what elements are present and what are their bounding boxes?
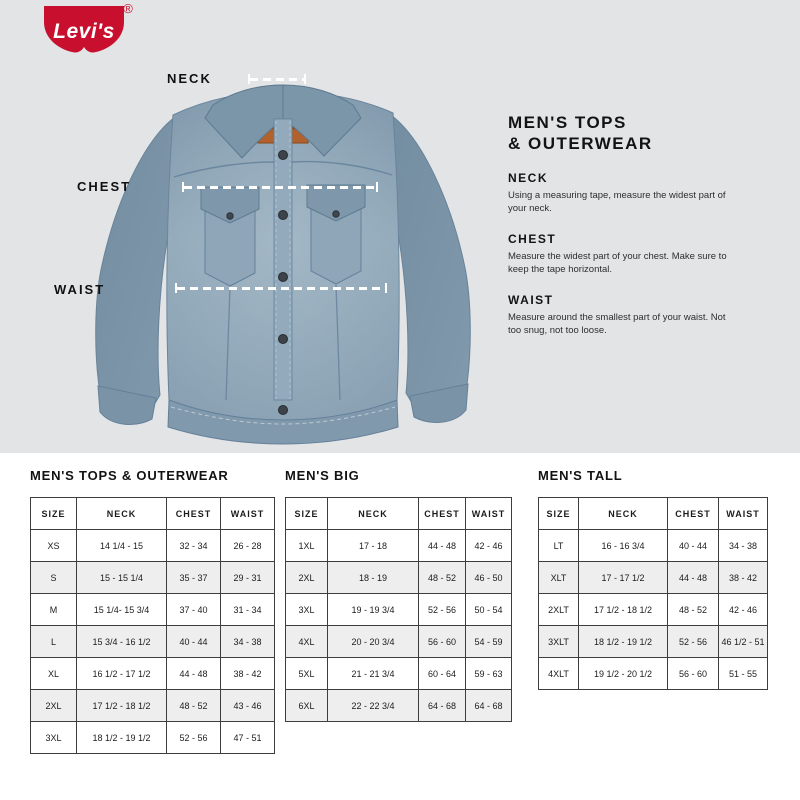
chest-instruction bbox=[508, 232, 766, 276]
waist-instruction-heading: WAIST bbox=[508, 293, 554, 307]
size-tables-section bbox=[0, 453, 800, 800]
table-cell: 17 - 18 bbox=[328, 530, 419, 562]
table-cell: 17 - 17 1/2 bbox=[579, 562, 668, 594]
neck-callout-label: NECK bbox=[167, 71, 212, 86]
table-cell: 17 1/2 - 18 1/2 bbox=[77, 690, 167, 722]
table-row bbox=[539, 626, 768, 658]
table-cell: 40 - 44 bbox=[668, 530, 719, 562]
mens-big-size-table bbox=[285, 468, 511, 722]
table-cell: 59 - 63 bbox=[466, 658, 512, 690]
table-cell: 37 - 40 bbox=[167, 594, 221, 626]
table-cell: 64 - 68 bbox=[466, 690, 512, 722]
neck-instruction bbox=[508, 171, 766, 215]
table-cell: XS bbox=[31, 530, 77, 562]
info-title-line1: MEN'S TOPS bbox=[508, 113, 627, 132]
table-cell: 40 - 44 bbox=[167, 626, 221, 658]
table-cell: 15 3/4 - 16 1/2 bbox=[77, 626, 167, 658]
mens-tall-table-title: MEN'S TALL bbox=[538, 468, 623, 483]
table-cell: 60 - 64 bbox=[419, 658, 466, 690]
table-cell: 15 1/4- 15 3/4 bbox=[77, 594, 167, 626]
table-header-row bbox=[31, 498, 275, 530]
chest-instruction-heading: CHEST bbox=[508, 232, 557, 246]
table-cell: 46 1/2 - 51 bbox=[719, 626, 768, 658]
table-row bbox=[31, 722, 275, 754]
table-cell: 42 - 46 bbox=[719, 594, 768, 626]
column-header: WAIST bbox=[221, 498, 275, 530]
table-cell: 42 - 46 bbox=[466, 530, 512, 562]
table-cell: 44 - 48 bbox=[167, 658, 221, 690]
table-header-row bbox=[286, 498, 512, 530]
column-header: WAIST bbox=[466, 498, 512, 530]
table-cell: 34 - 38 bbox=[221, 626, 275, 658]
table-cell: 43 - 46 bbox=[221, 690, 275, 722]
button-placket bbox=[274, 119, 292, 400]
table-cell: 38 - 42 bbox=[719, 562, 768, 594]
table-row bbox=[31, 658, 275, 690]
table-cell: 15 - 15 1/4 bbox=[77, 562, 167, 594]
table-cell: 26 - 28 bbox=[221, 530, 275, 562]
table-cell: 21 - 21 3/4 bbox=[328, 658, 419, 690]
table-cell: 35 - 37 bbox=[167, 562, 221, 594]
column-header: NECK bbox=[77, 498, 167, 530]
table-row bbox=[539, 658, 768, 690]
table-row bbox=[286, 562, 512, 594]
table-row bbox=[286, 530, 512, 562]
table-cell: 31 - 34 bbox=[221, 594, 275, 626]
chest-instruction-body: Measure the widest part of your chest. Make sure to keep the tape horizontal. bbox=[508, 251, 727, 275]
table-cell: 22 - 22 3/4 bbox=[328, 690, 419, 722]
table-cell: 48 - 52 bbox=[167, 690, 221, 722]
table-cell: 18 - 19 bbox=[328, 562, 419, 594]
table-cell: 2XL bbox=[286, 562, 328, 594]
table-cell: 16 1/2 - 17 1/2 bbox=[77, 658, 167, 690]
left-flap-button-icon bbox=[227, 213, 233, 219]
table-row bbox=[539, 594, 768, 626]
jacket-right-sleeve bbox=[387, 115, 470, 412]
waist-measure-line-icon bbox=[175, 283, 387, 293]
table-cell: 19 1/2 - 20 1/2 bbox=[579, 658, 668, 690]
mens-tall-size-table bbox=[538, 468, 767, 690]
table-cell: 47 - 51 bbox=[221, 722, 275, 754]
table-cell: XLT bbox=[539, 562, 579, 594]
table-row bbox=[539, 530, 768, 562]
table-cell: 14 1/4 - 15 bbox=[77, 530, 167, 562]
table-row bbox=[286, 690, 512, 722]
table-row bbox=[31, 690, 275, 722]
table-cell: 3XL bbox=[31, 722, 77, 754]
size-table bbox=[538, 497, 768, 690]
table-cell: 18 1/2 - 19 1/2 bbox=[579, 626, 668, 658]
table-cell: XL bbox=[31, 658, 77, 690]
column-header: CHEST bbox=[668, 498, 719, 530]
table-header-row bbox=[539, 498, 768, 530]
neck-measure-line-icon bbox=[248, 74, 306, 84]
table-cell: 3XL bbox=[286, 594, 328, 626]
registered-mark-icon: ® bbox=[123, 1, 133, 16]
column-header: CHEST bbox=[419, 498, 466, 530]
levis-logo bbox=[42, 0, 134, 60]
table-cell: M bbox=[31, 594, 77, 626]
waist-instruction bbox=[508, 293, 766, 337]
table-row bbox=[286, 658, 512, 690]
mens-big-table-title: MEN'S BIG bbox=[285, 468, 360, 483]
table-cell: 2XL bbox=[31, 690, 77, 722]
measuring-instructions bbox=[508, 112, 766, 337]
table-cell: 4XL bbox=[286, 626, 328, 658]
neck-instruction-body: Using a measuring tape, measure the widest part of your neck. bbox=[508, 190, 726, 214]
chest-measure-line-icon bbox=[182, 182, 378, 192]
info-title-line2: & OUTERWEAR bbox=[508, 134, 653, 153]
table-cell: 44 - 48 bbox=[419, 530, 466, 562]
table-cell: LT bbox=[539, 530, 579, 562]
column-header: NECK bbox=[579, 498, 668, 530]
table-cell: 20 - 20 3/4 bbox=[328, 626, 419, 658]
table-cell: 6XL bbox=[286, 690, 328, 722]
table-row bbox=[31, 562, 275, 594]
table-cell: 3XLT bbox=[539, 626, 579, 658]
column-header: SIZE bbox=[286, 498, 328, 530]
table-cell: 52 - 56 bbox=[167, 722, 221, 754]
table-cell: 5XL bbox=[286, 658, 328, 690]
table-cell: 46 - 50 bbox=[466, 562, 512, 594]
waist-instruction-body: Measure around the smallest part of your waist. Not too snug, not too loose. bbox=[508, 312, 726, 336]
table-cell: 16 - 16 3/4 bbox=[579, 530, 668, 562]
table-cell: 54 - 59 bbox=[466, 626, 512, 658]
waist-callout-label: WAIST bbox=[54, 282, 106, 297]
table-cell: 56 - 60 bbox=[668, 658, 719, 690]
right-flap-button-icon bbox=[333, 211, 339, 217]
logo-wordmark: Levi's bbox=[53, 20, 115, 43]
table-row bbox=[286, 594, 512, 626]
table-cell: 18 1/2 - 19 1/2 bbox=[77, 722, 167, 754]
chest-callout-label: CHEST bbox=[77, 179, 132, 194]
column-header: SIZE bbox=[31, 498, 77, 530]
table-row bbox=[31, 530, 275, 562]
table-cell: 34 - 38 bbox=[719, 530, 768, 562]
neck-instruction-heading: NECK bbox=[508, 171, 549, 185]
table-cell: 38 - 42 bbox=[221, 658, 275, 690]
table-cell: 48 - 52 bbox=[668, 594, 719, 626]
table-cell: 64 - 68 bbox=[419, 690, 466, 722]
table-cell: 50 - 54 bbox=[466, 594, 512, 626]
table-cell: S bbox=[31, 562, 77, 594]
table-row bbox=[31, 594, 275, 626]
table-row bbox=[31, 626, 275, 658]
jacket-left-sleeve bbox=[96, 117, 179, 414]
size-table bbox=[285, 497, 512, 722]
table-row bbox=[539, 562, 768, 594]
column-header: SIZE bbox=[539, 498, 579, 530]
table-cell: 52 - 56 bbox=[668, 626, 719, 658]
size-table bbox=[30, 497, 275, 754]
table-cell: 48 - 52 bbox=[419, 562, 466, 594]
table-cell: 52 - 56 bbox=[419, 594, 466, 626]
table-cell: 56 - 60 bbox=[419, 626, 466, 658]
denim-jacket-image bbox=[55, 55, 515, 450]
table-row bbox=[286, 626, 512, 658]
table-cell: 1XL bbox=[286, 530, 328, 562]
table-cell: 19 - 19 3/4 bbox=[328, 594, 419, 626]
column-header: CHEST bbox=[167, 498, 221, 530]
table-cell: 2XLT bbox=[539, 594, 579, 626]
table-cell: 51 - 55 bbox=[719, 658, 768, 690]
column-header: WAIST bbox=[719, 498, 768, 530]
table-cell: 17 1/2 - 18 1/2 bbox=[579, 594, 668, 626]
table-cell: L bbox=[31, 626, 77, 658]
tops-outerwear-size-table bbox=[30, 468, 274, 754]
table-cell: 4XLT bbox=[539, 658, 579, 690]
table-cell: 29 - 31 bbox=[221, 562, 275, 594]
table-cell: 44 - 48 bbox=[668, 562, 719, 594]
table-cell: 32 - 34 bbox=[167, 530, 221, 562]
column-header: NECK bbox=[328, 498, 419, 530]
tops-outerwear-table-title: MEN'S TOPS & OUTERWEAR bbox=[30, 468, 229, 483]
